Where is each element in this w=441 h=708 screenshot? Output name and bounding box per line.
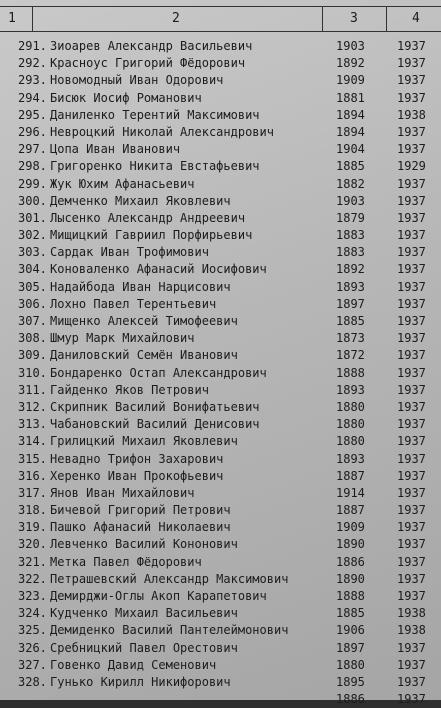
year-of-record: 1937 [397,279,426,294]
table-row [0,382,441,399]
person-name: Лохно Павел Терентьевич [50,296,217,311]
year-of-record: 1937 [397,296,426,311]
table-row [0,193,441,210]
table-row [0,519,441,536]
table-row [0,674,441,691]
person-name: Мищицкий Гавриил Порфирьевич [50,228,253,243]
birth-year: 1887 [336,503,365,518]
birth-year: 1886 [336,692,365,707]
table-row [0,640,441,657]
person-name: Левченко Василий Кононович [50,537,238,552]
person-name: Чабановский Василий Денисович [50,417,260,432]
table-row [0,433,441,450]
year-of-record: 1937 [397,245,426,260]
row-number: 299. [18,176,47,191]
year-of-record: 1938 [397,107,426,122]
person-name: Бондаренко Остап Александрович [50,365,267,380]
table-row [0,261,441,278]
birth-year: 1892 [336,56,365,71]
row-number: 302. [18,228,47,243]
table-row [0,90,441,107]
table-row [0,657,441,674]
person-name: Сардак Иван Трофимович [50,245,209,260]
person-name: Надайбода Иван Нарцисович [50,279,231,294]
birth-year: 1883 [336,245,365,260]
table-row [0,296,441,313]
table-row [0,347,441,364]
table-row [0,72,441,89]
year-of-record: 1937 [397,142,426,157]
table-row [0,416,441,433]
birth-year: 1888 [336,365,365,380]
row-number: 304. [18,262,47,277]
person-name: Жук Юхим Афанасьевич [50,176,195,191]
year-of-record: 1937 [397,399,426,414]
row-number: 300. [18,193,47,208]
table-row [0,244,441,261]
table-row [0,365,441,382]
year-of-record: 1937 [397,365,426,380]
birth-year: 1885 [336,314,365,328]
year-of-record: 1937 [397,176,426,191]
person-name: Коноваленко Афанасий Иосифович [50,262,267,277]
year-of-record: 1938 [397,623,426,638]
row-number: 308. [18,331,47,346]
row-number: 296. [18,124,47,139]
row-number: 315. [18,451,47,466]
row-number: 312. [18,399,47,414]
row-number: 291. [18,39,47,53]
year-of-record: 1938 [397,606,426,621]
birth-year: 1885 [336,606,365,621]
person-name: Даниловский Семён Иванович [50,348,238,363]
person-name: Невроцкий Николай Александрович [50,124,274,139]
column-divider [386,6,387,32]
row-number: 293. [18,73,47,88]
birth-year: 1888 [336,589,365,603]
year-of-record: 1937 [397,348,426,363]
table-row [0,536,441,553]
birth-year: 1890 [336,537,365,552]
row-number: 309. [18,348,47,363]
birth-year: 1880 [336,399,365,414]
birth-year: 1895 [336,674,365,689]
table-row [0,468,441,485]
year-of-record: 1937 [397,571,426,586]
year-of-record: 1937 [397,39,426,53]
person-name: Цопа Иван Иванович [50,142,181,157]
table-row [0,210,441,227]
row-number: 316. [18,468,47,483]
birth-year: 1872 [336,348,365,363]
row-number: 321. [18,554,47,569]
row-number: 323. [18,589,47,603]
person-name: Говенко Давид Семенович [50,657,217,672]
birth-year: 1906 [336,623,365,638]
birth-year: 1886 [336,554,365,569]
person-name: Шмур Марк Михайлович [50,331,195,346]
year-of-record: 1937 [397,228,426,243]
birth-year: 1890 [336,571,365,586]
birth-year: 1892 [336,262,365,277]
birth-year: 1879 [336,210,365,225]
person-name: Пашко Афанасий Николаевич [50,520,231,535]
person-name: Грилицкий Михаил Яковлевич [50,434,238,449]
table-row [0,227,441,244]
person-name: Новомодный Иван Одорович [50,73,224,88]
table-row [0,38,441,55]
table-row [0,107,441,124]
year-of-record: 1929 [397,159,426,174]
person-name: Григоренко Никита Евстафьевич [50,159,260,174]
year-of-record: 1937 [397,520,426,535]
year-of-record: 1937 [397,56,426,71]
year-of-record: 1937 [397,468,426,483]
table-row [0,485,441,502]
year-of-record: 1937 [397,417,426,432]
col-number-header: 1 [8,11,16,26]
row-number: 313. [18,417,47,432]
birth-year: 1914 [336,485,365,500]
year-of-record: 1937 [397,657,426,672]
table-row [0,55,441,72]
year-of-record: 1937 [397,193,426,208]
table-row [0,502,441,519]
table-row [0,571,441,588]
birth-year: 1881 [336,90,365,105]
row-number: 305. [18,279,47,294]
person-name: Зиоарев Александр Васильевич [50,39,253,53]
row-number: 322. [18,571,47,586]
row-number: 314. [18,434,47,449]
col-born-header: 3 [350,11,358,26]
row-number: 311. [18,382,47,397]
row-number: 297. [18,142,47,157]
row-number: 328. [18,674,47,689]
person-name: Невадно Трифон Захарович [50,451,224,466]
birth-year: 1893 [336,382,365,397]
year-of-record: 1937 [397,692,426,707]
table-row [0,141,441,158]
birth-year: 1873 [336,331,365,346]
row-number: 306. [18,296,47,311]
year-of-record: 1937 [397,331,426,346]
table-row [0,451,441,468]
column-divider [322,6,323,32]
table-row [0,588,441,605]
row-number: 295. [18,107,47,122]
row-number: 317. [18,485,47,500]
person-name: Демирджи-Оглы Акоп Карапетович [50,589,267,603]
person-name: Петрашевский Александр Максимович [50,571,289,586]
table-header [0,6,441,32]
birth-year: 1903 [336,39,365,53]
birth-year: 1893 [336,451,365,466]
birth-year: 1897 [336,640,365,655]
col-year-header: 4 [412,11,420,26]
year-of-record: 1937 [397,73,426,88]
table-row [0,605,441,622]
column-divider [32,6,33,32]
row-number: 327. [18,657,47,672]
table-row [0,399,441,416]
person-name: Гайденко Яков Петрович [50,382,209,397]
birth-year: 1903 [336,193,365,208]
col-name-header: 2 [172,11,180,26]
year-of-record: 1937 [397,262,426,277]
table-row [0,279,441,296]
row-number: 320. [18,537,47,552]
person-name: Мищенко Алексей Тимофеевич [50,314,238,328]
birth-year: 1894 [336,124,365,139]
birth-year: 1880 [336,417,365,432]
row-number: 319. [18,520,47,535]
year-of-record: 1937 [397,210,426,225]
row-number: 325. [18,623,47,638]
year-of-record: 1937 [397,640,426,655]
year-of-record: 1937 [397,90,426,105]
table-row [0,158,441,175]
year-of-record: 1937 [397,314,426,328]
row-number: 301. [18,210,47,225]
year-of-record: 1937 [397,382,426,397]
row-number: 307. [18,314,47,328]
year-of-record: 1937 [397,674,426,689]
year-of-record: 1937 [397,451,426,466]
row-number: 303. [18,245,47,260]
table-row [0,176,441,193]
year-of-record: 1937 [397,554,426,569]
person-name: Демченко Михаил Яковлевич [50,193,231,208]
birth-year: 1894 [336,107,365,122]
person-name: Демиденко Василий Пантелеймонович [50,623,289,638]
year-of-record: 1937 [397,485,426,500]
birth-year: 1885 [336,159,365,174]
person-name: Бисюк Иосиф Романович [50,90,202,105]
table-body [0,38,441,708]
birth-year: 1909 [336,520,365,535]
person-name: Сребницкий Павел Орестович [50,640,238,655]
person-name: Красноус Григорий Фёдорович [50,56,246,71]
year-of-record: 1937 [397,434,426,449]
person-name: Даниленко Терентий Максимович [50,107,260,122]
birth-year: 1904 [336,142,365,157]
year-of-record: 1937 [397,124,426,139]
row-number: 324. [18,606,47,621]
birth-year: 1909 [336,73,365,88]
person-name: Скрипник Василий Вонифатьевич [50,399,260,414]
year-of-record: 1937 [397,537,426,552]
row-number: 318. [18,503,47,518]
table-row [0,554,441,571]
birth-year: 1883 [336,228,365,243]
person-name: Бичевой Григорий Петрович [50,503,231,518]
row-number: 326. [18,640,47,655]
birth-year: 1880 [336,657,365,672]
year-of-record: 1937 [397,503,426,518]
row-number: 310. [18,365,47,380]
table-row [0,622,441,639]
row-number: 294. [18,90,47,105]
person-name: Метка Павел Фёдорович [50,554,202,569]
birth-year: 1897 [336,296,365,311]
row-number: 298. [18,159,47,174]
person-name: Гунько Кирилл Никифорович [50,674,231,689]
person-name: Кудченко Михаил Васильевич [50,606,238,621]
person-name: Лысенко Александр Андреевич [50,210,246,225]
birth-year: 1893 [336,279,365,294]
birth-year: 1882 [336,176,365,191]
row-number: 292. [18,56,47,71]
person-name: Херенко Иван Прокофьевич [50,468,224,483]
person-name: Янов Иван Михайлович [50,485,195,500]
birth-year: 1887 [336,468,365,483]
year-of-record: 1937 [397,589,426,603]
table-row [0,124,441,141]
table-row [0,313,441,330]
table-row [0,330,441,347]
birth-year: 1880 [336,434,365,449]
